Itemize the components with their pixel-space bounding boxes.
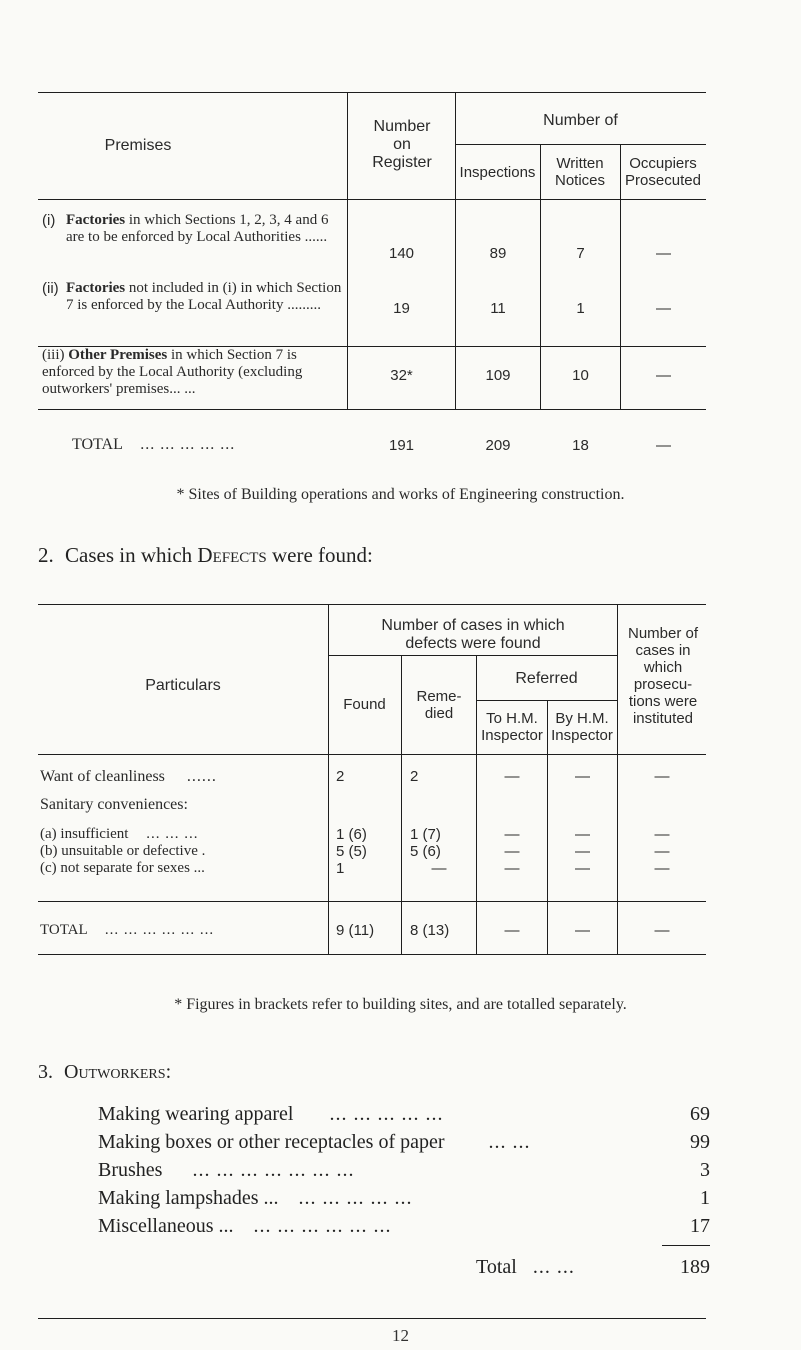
row-found: 5 (5) (336, 843, 367, 860)
row-label: (b) unsuitable or defective . (40, 843, 206, 859)
row-register: 140 (388, 245, 415, 262)
row-prosecutions: — (654, 843, 670, 860)
section-heading-outworkers: 3. Outworkers: (38, 1061, 172, 1083)
row-remedied: 1 (7) (410, 826, 441, 843)
footnote-sites: * Sites of Building operations and works of Engineering construction. (176, 486, 625, 503)
page-number: 12 (392, 1326, 409, 1345)
row-number: (i) (42, 212, 56, 229)
row-found: 1 (336, 860, 345, 877)
list-item: Making wearing apparel ... ... ... ... ... 69 (98, 1103, 710, 1125)
row-prosecutions: — (654, 860, 670, 877)
total-notices: 18 (572, 437, 589, 454)
row-label: Sanitary conveniences: (40, 796, 188, 813)
row-found: 2 (336, 768, 345, 785)
row-by-hm: — (575, 860, 590, 877)
header-remedied: Reme- died (416, 688, 462, 722)
header-particulars: Particulars (145, 677, 221, 694)
section-heading-defects: 2. Cases in which Defects were found: (38, 543, 373, 567)
row-notices: 7 (576, 245, 585, 262)
row-to-hm: — (504, 826, 520, 843)
header-found: Found (343, 696, 386, 713)
row-inspections: 11 (490, 300, 506, 317)
row-prosecuted: — (656, 300, 671, 317)
row-inspections: 109 (485, 367, 511, 384)
row-prosecuted: — (656, 245, 671, 262)
list-item: Making boxes or other receptacles of paper ... ... 99 (98, 1131, 710, 1153)
total-register: 191 (388, 437, 415, 454)
header-premises: Premises (104, 137, 172, 154)
outworkers-total: Total ... ... 189 (476, 1256, 710, 1278)
header-inspections: Inspections (459, 164, 536, 181)
header-number-of: Number of (543, 112, 618, 129)
header-prosecutions: Number of cases in which prosecu- tions were instituted (627, 625, 699, 727)
row-found: 1 (6) (336, 826, 367, 843)
header-written-notices: Written Notices (554, 155, 606, 189)
footnote-brackets: * Figures in brackets refer to building sites, and are totalled separately. (174, 996, 627, 1013)
total-inspections: 209 (485, 437, 511, 454)
header-by-hm-inspector: By H.M. Inspector (551, 710, 613, 744)
total-prosecutions: — (654, 922, 670, 939)
row-description: Factories in which Sections 1, 2, 3, 4 and 6 are to be enforced by Local Authorities ...... (66, 212, 329, 245)
row-label: (a) insufficient ... ... ... (40, 826, 199, 842)
row-number: (ii) (42, 280, 59, 297)
row-remedied: 5 (6) (410, 843, 441, 860)
row-to-hm: — (504, 768, 520, 785)
header-number-on-register: Number on Register (372, 118, 432, 171)
row-register: 32* (390, 367, 413, 384)
total-by-hm: — (575, 922, 590, 939)
row-register: 19 (393, 300, 410, 317)
row-remedied: — (431, 860, 447, 877)
total-to-hm: — (504, 922, 520, 939)
row-prosecuted: — (656, 367, 671, 384)
header-referred: Referred (515, 670, 578, 687)
list-item: Making lampshades ... ... ... ... ... ... 1 (98, 1187, 710, 1209)
row-inspections: 89 (489, 245, 507, 262)
header-occupiers-prosecuted: Occupiers Prosecuted (625, 155, 701, 189)
row-to-hm: — (504, 843, 520, 860)
total-found: 9 (11) (336, 922, 375, 939)
row-description: Factories not included in (i) in which Section 7 is enforced by the Local Authority ......... (66, 280, 342, 313)
row-label: Want of cleanliness ...... (40, 768, 217, 785)
row-description: (iii) Other Premises in which Section 7 is enforced by the Local Authority (excluding outworkers' premises... ... (42, 347, 303, 397)
row-label: (c) not separate for sexes ... (40, 860, 205, 876)
row-by-hm: — (575, 843, 590, 860)
row-prosecutions: — (654, 826, 670, 843)
header-to-hm-inspector: To H.M. Inspector (481, 710, 543, 744)
total-label: TOTAL ... ... ... ... ... (72, 436, 236, 453)
row-by-hm: — (575, 768, 590, 785)
row-remedied: 2 (410, 768, 419, 785)
total-label: TOTAL ... ... ... ... ... ... (40, 922, 215, 938)
header-number-of-cases: Number of cases in which defects were found (381, 617, 565, 652)
row-notices: 1 (576, 300, 585, 317)
row-by-hm: — (575, 826, 590, 843)
row-to-hm: — (504, 860, 520, 877)
row-notices: 10 (572, 367, 589, 384)
list-item: Miscellaneous ... ... ... ... ... ... ... 17 (98, 1215, 710, 1237)
list-item: Brushes ... ... ... ... ... ... ... 3 (98, 1159, 710, 1181)
total-remedied: 8 (13) (410, 922, 450, 939)
row-prosecutions: — (654, 768, 670, 785)
total-prosecuted: — (656, 437, 671, 454)
